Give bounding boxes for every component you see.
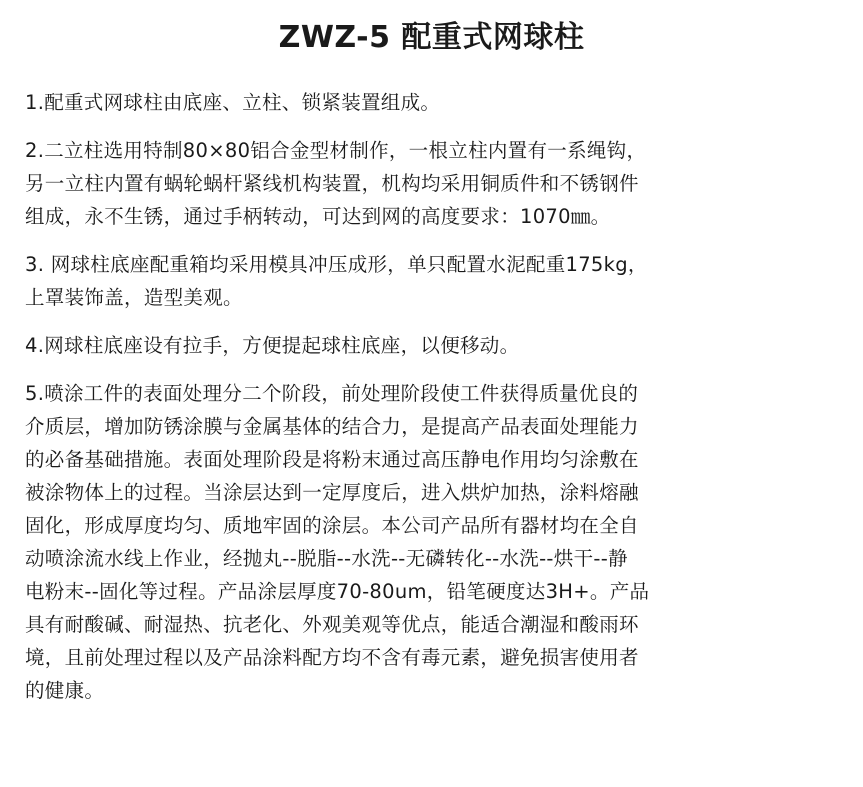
- document-body: [25, 86, 845, 722]
- paragraph-1: 1.配重式网球柱由底座、立柱、锁紧装置组成。: [25, 91, 441, 114]
- paragraph-5: 5.喷涂工件的表面处理分二个阶段，前处理阶段使工件获得质量优良的 介质层，增加防锈涂膜与金属基体的结合力，是提高产品表面处理能力 的必备基础措施。表面处理阶段是将粉末通过高压静电作用均匀涂敷在 被涂物体上的过程。当涂层达到一定厚度后，进入烘炉加热，涂料熔融 固化，形成厚度均匀、质地牢固的涂层。本公司产品所有器材均在全自 动喷涂流水线上作业，经抛丸--脱脂--水洗--无磷转化--水洗--烘干--静 电粉末--固化等过程。产品涂层厚度70-80um，铅笔硬度达3H+。产品 具有耐酸碱、耐湿热、抗老化、外观美观等优点，能适合潮湿和酸雨环 境，且前处理过程以及产品涂料配方均不含有毒元素，避免损害使用者 的健康。: [25, 382, 650, 702]
- paragraph-3: 3. 网球柱底座配重箱均采用模具冲压成形，单只配置水泥配重175kg， 上罩装饰盖，造型美观。: [25, 253, 648, 309]
- document-title: ZWZ-5 配重式网球柱: [278, 20, 585, 55]
- paragraph-4: 4.网球柱底座设有拉手，方便提起球柱底座，以便移动。: [25, 334, 520, 357]
- paragraph-2: 2.二立柱选用特制80×80铝合金型材制作，一根立柱内置有一系绳钩， 另一立柱内置有蜗轮蜗杆紧线机构装置，机构均采用铜质件和不锈钢件 组成，永不生锈，通过手柄转动，可达到网的高度要求：1070㎜。: [25, 139, 647, 228]
